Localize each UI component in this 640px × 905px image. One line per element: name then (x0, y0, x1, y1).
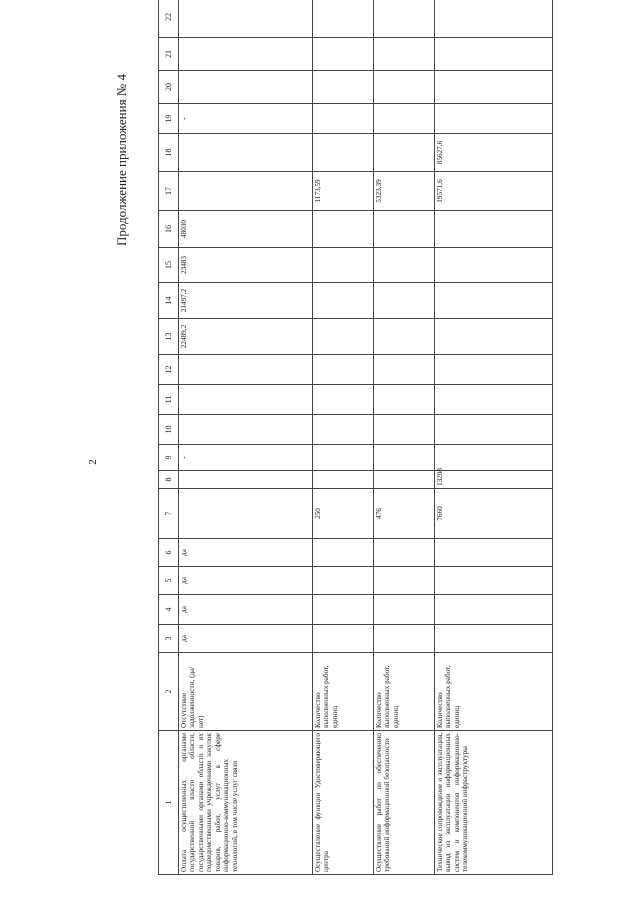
value-cell (179, 385, 313, 415)
value-cell (374, 71, 435, 104)
value-cell (435, 539, 553, 567)
value-cell: 13208 (435, 471, 553, 489)
value-cell (435, 385, 553, 415)
column-number-cell: 11 (159, 385, 179, 415)
value-cell (435, 283, 553, 319)
value-cell (435, 211, 553, 248)
value-cell (435, 104, 553, 134)
activity-cell: Осуществление работ по обеспечению требований информационной безопасности (374, 731, 435, 875)
value-cell (374, 445, 435, 471)
table-row (374, 0, 435, 875)
value-cell (435, 445, 553, 471)
value-cell (313, 385, 374, 415)
value-cell (313, 625, 374, 653)
column-number-cell: 12 (159, 355, 179, 385)
column-number-cell: 8 (159, 471, 179, 489)
value-cell (374, 104, 435, 134)
value-cell: 85627,6 (435, 134, 553, 172)
value-cell (313, 283, 374, 319)
appendix-caption: Продолжение приложения № 4 (114, 74, 129, 246)
value-cell (179, 355, 313, 385)
value-cell (313, 211, 374, 248)
value-cell (374, 567, 435, 595)
value-cell (313, 567, 374, 595)
value-cell: да (179, 567, 313, 595)
column-number-cell: 4 (159, 595, 179, 625)
value-cell (374, 415, 435, 445)
page-number: 2 (87, 459, 99, 465)
indicator-cell: Количество выполненных работ, единиц (313, 653, 374, 731)
value-cell: да (179, 539, 313, 567)
value-cell: 5323,39 (374, 172, 435, 211)
value-cell (435, 595, 553, 625)
indicators-table (158, 0, 553, 875)
value-cell (313, 415, 374, 445)
value-cell (374, 595, 435, 625)
column-number-cell: 1 (159, 731, 179, 875)
value-cell (313, 355, 374, 385)
value-cell (435, 71, 553, 104)
value-cell (313, 71, 374, 104)
value-cell (313, 248, 374, 283)
value-cell (179, 172, 313, 211)
value-cell (374, 38, 435, 71)
value-cell (374, 355, 435, 385)
value-cell: 7660 (435, 489, 553, 539)
column-number-cell: 17 (159, 172, 179, 211)
value-cell: 23483 (179, 248, 313, 283)
value-cell (374, 0, 435, 38)
column-number-cell: 15 (159, 248, 179, 283)
indicator-cell: Количество выполненных работ, единиц (435, 653, 553, 731)
value-cell (179, 415, 313, 445)
column-number-cell: 22 (159, 0, 179, 38)
column-number-cell: 7 (159, 489, 179, 539)
value-cell (374, 283, 435, 319)
column-number-cell: 10 (159, 415, 179, 445)
value-cell (313, 104, 374, 134)
value-cell (435, 355, 553, 385)
value-cell (374, 319, 435, 355)
value-cell (374, 248, 435, 283)
column-number-cell: 13 (159, 319, 179, 355)
value-cell (374, 134, 435, 172)
value-cell: 1173,59 (313, 172, 374, 211)
value-cell (313, 539, 374, 567)
column-number-cell: 6 (159, 539, 179, 567)
column-number-cell: 2 (159, 653, 179, 731)
table-row (179, 0, 313, 875)
value-cell (313, 445, 374, 471)
value-cell (435, 319, 553, 355)
value-cell (179, 134, 313, 172)
value-cell: 21497,2 (179, 283, 313, 319)
value-cell (435, 567, 553, 595)
column-number-cell: 18 (159, 134, 179, 172)
value-cell (435, 625, 553, 653)
rotated-table-content (158, 13, 552, 875)
value-cell (374, 211, 435, 248)
value-cell (179, 71, 313, 104)
value-cell (313, 471, 374, 489)
column-number-cell: 20 (159, 71, 179, 104)
value-cell: 48030 (179, 211, 313, 248)
value-cell (179, 489, 313, 539)
column-number-cell: 14 (159, 283, 179, 319)
value-cell: - (179, 104, 313, 134)
column-number-cell: 19 (159, 104, 179, 134)
indicator-cell: Отсутствие задолженности, (да/нет) (179, 653, 313, 731)
value-cell (313, 134, 374, 172)
column-number-cell: 16 (159, 211, 179, 248)
value-cell (374, 385, 435, 415)
column-number-cell: 5 (159, 567, 179, 595)
value-cell (179, 38, 313, 71)
value-cell: 22489,2 (179, 319, 313, 355)
activity-cell: Осуществление функции Удостоверяющего центра (313, 731, 374, 875)
value-cell (313, 38, 374, 71)
value-cell (374, 539, 435, 567)
value-cell (435, 415, 553, 445)
column-number-row (159, 0, 179, 875)
value-cell (435, 0, 553, 38)
value-cell (374, 625, 435, 653)
value-cell: да (179, 625, 313, 653)
value-cell (313, 595, 374, 625)
activity-cell: Оплата осуществленных органами государственной власти области, государственными органами области и их подведомственными учреждениями закупок товаров, работ, услуг в сфере информационно-коммуникационных технологий, в том числе услуг связи (179, 731, 313, 875)
rotated-table-area (158, 13, 552, 875)
value-cell: - (179, 445, 313, 471)
column-number-cell: 21 (159, 38, 179, 71)
value-cell (435, 248, 553, 283)
column-number-cell: 3 (159, 625, 179, 653)
table-row (435, 0, 553, 875)
value-cell (374, 471, 435, 489)
value-cell (313, 319, 374, 355)
value-cell (179, 471, 313, 489)
value-cell (179, 0, 313, 38)
value-cell: 250 (313, 489, 374, 539)
value-cell: 476 (374, 489, 435, 539)
value-cell: 19571,6 (435, 172, 553, 211)
activity-cell: Техническое сопровождение и эксплуатация, вывод из эксплуатации информационных систем и компонентов информационно-телекоммуникационной инфраструктуры (435, 731, 553, 875)
value-cell (313, 0, 374, 38)
value-cell (435, 38, 553, 71)
value-cell: да (179, 595, 313, 625)
column-number-cell: 9 (159, 445, 179, 471)
table-row (313, 0, 374, 875)
indicator-cell: Количество выполненных работ, единиц (374, 653, 435, 731)
